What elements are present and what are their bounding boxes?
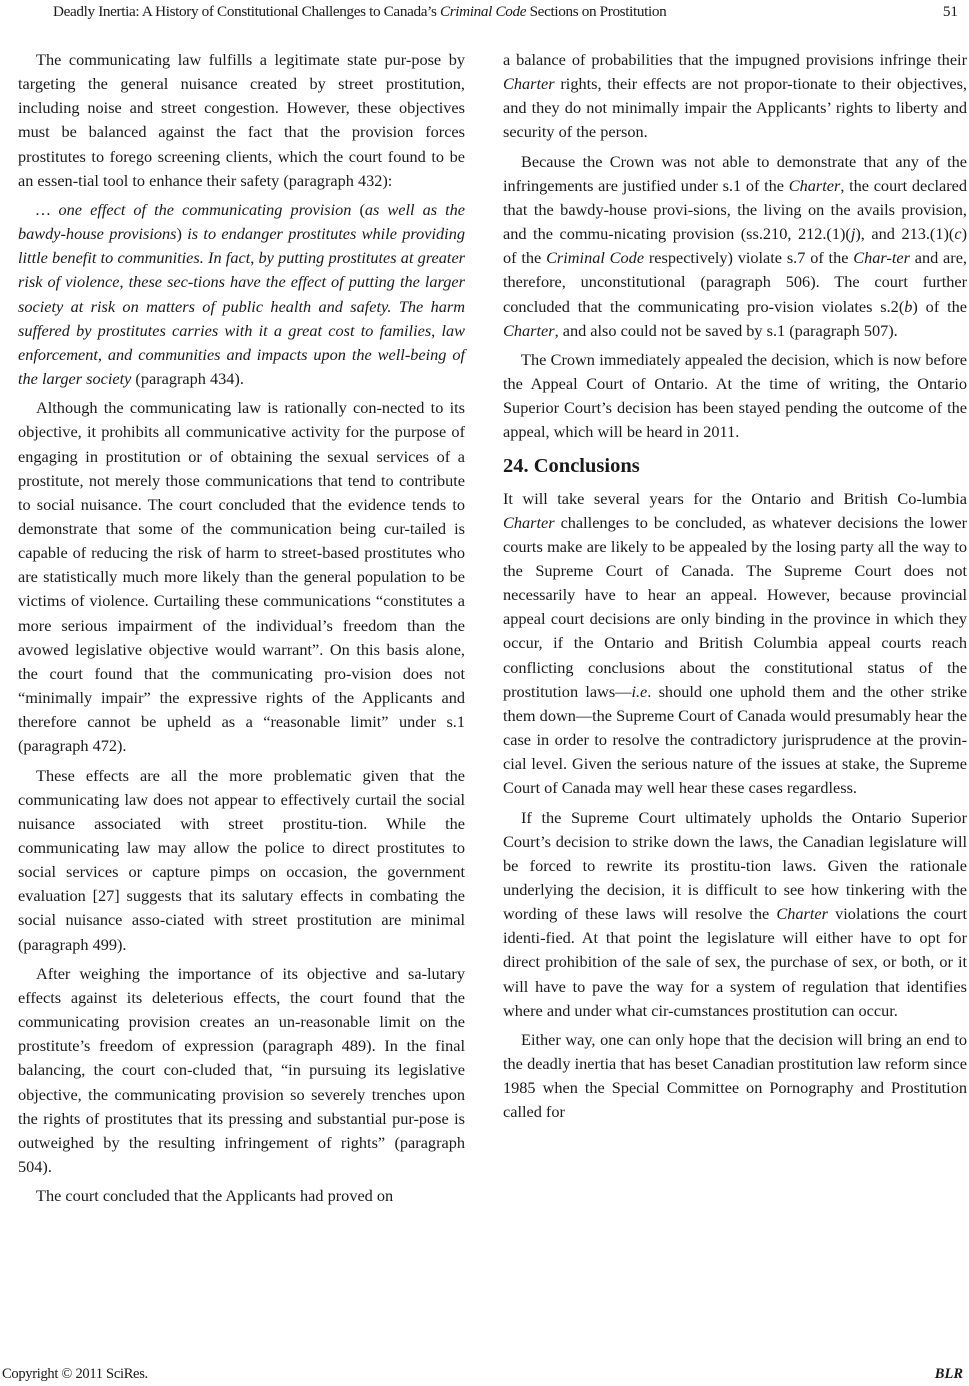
italic-text-run: i.e bbox=[631, 681, 648, 701]
text-run: Either way, one can only hope that the decision will bring an end to the deadly inertia that has beset Canadian prostitution law reform since 1985 when the Special Committee on Pornography and Prostitution called for bbox=[503, 1029, 967, 1122]
text-run: rights, their effects are not propor-tionate to their objectives, and they do not minimally impair the Applicants’ rights to liberty and security of the person. bbox=[503, 74, 967, 142]
italic-text-run: … one effect of the communicating provision bbox=[36, 199, 352, 219]
right-column bbox=[503, 48, 967, 1125]
body-paragraph bbox=[503, 348, 967, 445]
italic-text-run: as well as the bawdy-house provisions bbox=[18, 199, 466, 244]
text-run: challenges to be concluded, as whatever decisions the lower courts make are likely to be appealed by the losing party all the way to the Supreme Court of Canada. The Supreme Court does not necessarily have to hear an appeal. However, because provincial appeal court decisions are only binding in the province in which they occur, if the Ontario and British Columbia appeal courts reach conflicting conclusions about the constitutional status of the prostitution laws— bbox=[503, 512, 967, 701]
text-run: , bbox=[97, 344, 108, 364]
text-run: , bbox=[119, 272, 129, 292]
text-run: After weighing the importance of its objective and sa-lutary effects against its deleterious effects, the court found that the communicating provision creates an un-reasonable limit on the prostitute’s freedom of expression (paragraph 489). In the final balancing, the court con-cluded that, “in pursuing its legislative objective, the communicating provision so severely trenches upon the rights of prostitutes that its pressing and substantial pur-pose is outweighed by the resulting infringement of rights” (paragraph 504). bbox=[18, 963, 465, 1177]
text-run: violations the court identi-fied. At that point the legislature will either have to opt for direct prohibition of the sale of sex, the purchase of sex, or both, or it will have to pave the way for a system of regulation that identifies where and under what cir-cumstances prostitution can occur. bbox=[503, 904, 967, 1020]
italic-text-run: Criminal Code bbox=[546, 248, 645, 268]
text-run: ) of the bbox=[503, 224, 967, 268]
text-run: It will take several years for the Ontario and British Co-lumbia bbox=[503, 488, 967, 508]
text-run: ) of the bbox=[912, 296, 968, 316]
text-run: , and also could not be saved by s.1 (paragraph 507). bbox=[554, 320, 898, 340]
body-paragraph bbox=[503, 150, 967, 343]
text-run: These effects are all the more problematic given that the communicating law does not appear to effectively curtail the social nuisance associated with street prostitu-tion. While the communicating law may allow the police to direct prostitutes to social services or capture pimps on occasion, the government evaluation [27] suggests that its salutary effects in combating the social nuisance asso-ciated with street prostitution are minimal (paragraph 499). bbox=[18, 765, 465, 954]
italic-text-run: c bbox=[954, 224, 962, 244]
journal-abbreviation: BLR bbox=[934, 1366, 963, 1382]
page-footer bbox=[0, 1364, 969, 1384]
text-run: ( bbox=[351, 199, 365, 219]
body-paragraph bbox=[503, 1028, 967, 1125]
text-run: respectively) violate s.7 of the bbox=[644, 248, 854, 268]
body-paragraph bbox=[18, 396, 465, 758]
text-run: ) bbox=[176, 224, 188, 244]
italic-text-run: j bbox=[850, 224, 856, 244]
body-paragraph bbox=[503, 48, 967, 145]
text-run: Although the communicating law is rationally con-nected to its objective, it prohibits all communicative activity for the purpose of engaging in prostitution or of obtaining the sexual services of a prostitute, not merely those communications that tend to contribute to social nuisance. The court concluded that the evidence tends to demonstrate that some of the communication being cur-tailed is capable of reducing the risk of harm to street-based prostitutes who are statistically much more likely than the general population to be victims of violence. Curtailing these communications “constitutes a more serious impairment of the individual’s freedom than the avowed legislative objective would warrant”. On this basis alone, the court found that the communicating pro-vision does not “minimally impair” the expressive rights of the Applicants and therefore cannot be upheld as a “reasonable limit” under s.1 (paragraph 472). bbox=[18, 398, 465, 756]
text-run: The court concluded that the Applicants had proved on bbox=[36, 1186, 394, 1206]
body-paragraph bbox=[503, 806, 967, 1023]
italic-text-run: by putting prostitutes at greater risk of violence bbox=[18, 248, 466, 292]
running-title bbox=[53, 0, 666, 24]
text-run: , bbox=[431, 320, 442, 340]
body-paragraph bbox=[503, 487, 967, 801]
italic-text-run: these sec-tions have the effect of putting the larger society at risk on matters of public health and safety. The harm suffered by prostitutes carries with it a great cost to families bbox=[18, 272, 465, 340]
text-run: , bbox=[250, 248, 259, 268]
text-run: The communicating law fulfills a legitimate state pur-pose by targeting the general nuisance created by street prostitution, including noise and street congestion. However, these objectives must be balanced against the fact that the provision forces prostitutes to forego screening clients, which the court found to be an essen-tial tool to enhance their safety (paragraph 432): bbox=[18, 50, 465, 190]
body-paragraph bbox=[18, 764, 465, 957]
section-heading: 24. Conclusions bbox=[503, 454, 640, 477]
right-column-body-before bbox=[503, 48, 967, 445]
text-run: If the Supreme Court ultimately upholds the Ontario Superior Court’s decision to strike down the laws, the Canadian legislature will be forced to rewrite its prostitu-tion laws. Given the rationale underlying the decision, it is difficult to see how tinkering with the wording of these laws will resolve the bbox=[503, 807, 967, 924]
running-header bbox=[0, 0, 969, 24]
italic-text-run: Charter bbox=[503, 320, 555, 340]
italic-text-run: law enforcement bbox=[18, 320, 465, 364]
body-paragraph bbox=[18, 1184, 465, 1208]
copyright-notice: Copyright © 2011 SciRes. bbox=[2, 1366, 148, 1382]
italic-text-run: Charter bbox=[788, 175, 841, 195]
left-column bbox=[18, 48, 465, 1208]
page-number: 51 bbox=[942, 3, 958, 20]
text-run: Sections on Prostitution bbox=[526, 3, 667, 20]
italic-text-run: Charter bbox=[503, 512, 555, 532]
italic-text-run: Char-ter bbox=[853, 248, 910, 268]
italic-text-run: b bbox=[904, 296, 913, 316]
text-run: (paragraph 434). bbox=[131, 369, 244, 389]
italic-text-run: Criminal Code bbox=[439, 3, 527, 20]
text-run: The Crown immediately appealed the decision, which is now before the Appeal Court of Ontario. At the time of writing, the Ontario Superior Court’s decision has been stayed pending the outcome of the appeal, which will be heard in 2011. bbox=[503, 349, 967, 442]
italic-text-run: Charter bbox=[776, 904, 828, 924]
text-run: . should one uphold them and the other strike them down—the Supreme Court of Canada would presumably hear the case in order to resolve the contradictory jurisprudence at the provin-cial level. Given the serious nature of the issues at stake, the Supreme Court of Canada may well hear these cases regardless. bbox=[503, 681, 967, 798]
text-run: a balance of probabilities that the impugned provisions infringe their bbox=[503, 50, 967, 69]
text-run: Because the Crown was not able to demonstrate that any of the infringements are justified under s.1 of the bbox=[503, 151, 967, 195]
right-column-body-after bbox=[503, 487, 967, 1125]
block-quote bbox=[18, 198, 465, 391]
body-paragraph bbox=[18, 962, 465, 1179]
italic-text-run: Charter bbox=[503, 74, 555, 94]
body-paragraph bbox=[18, 48, 465, 193]
text-run: Deadly Inertia: A History of Constitutional Challenges to Canada’s bbox=[53, 3, 440, 20]
italic-text-run: is to endanger prostitutes while providing little benefit to communities. In fact bbox=[18, 224, 465, 268]
text-run: ), and 213.(1)( bbox=[855, 224, 955, 244]
text-run: , the court declared that the bawdy-house provi-sions, the living on the avails provision, and the commu-nicating provision (ss.210, 212.(1)( bbox=[503, 175, 967, 244]
text-run: and are, therefore, unconstitutional (paragraph 506). The court further concluded that the communicating pro-vision violates s.2( bbox=[503, 248, 967, 316]
italic-text-run: and communities and impacts upon the well-being of the larger society bbox=[18, 344, 466, 389]
